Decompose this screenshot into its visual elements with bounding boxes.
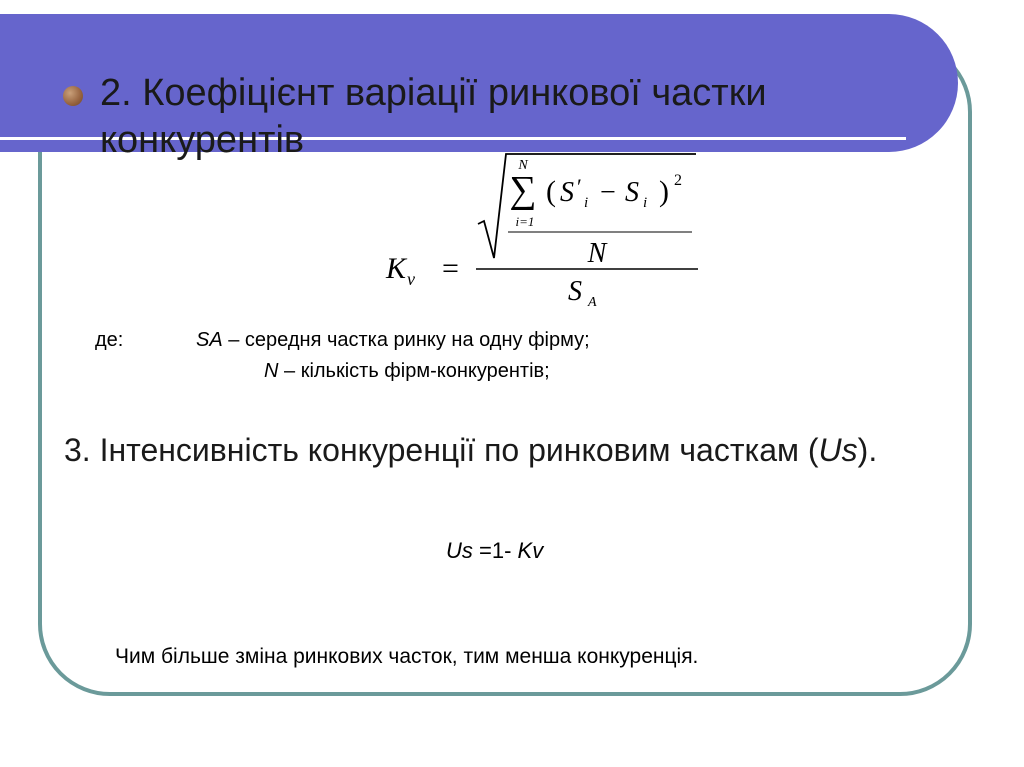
bullet-icon — [63, 86, 83, 106]
prime-mark: ′ — [577, 174, 582, 199]
section-3-heading-suffix: ). — [857, 432, 878, 468]
sigma-symbol: ∑ — [509, 169, 537, 211]
open-paren: ( — [546, 175, 556, 208]
section-3-us-symbol: Us — [818, 432, 858, 468]
outer-denominator-s: S — [568, 276, 582, 307]
n-description: – кількість фірм-конкурентів; — [278, 360, 550, 382]
power-two: 2 — [674, 172, 682, 189]
section-3-heading-text: 3. Інтенсивність конкуренції по ринковим часткам ( — [64, 432, 819, 468]
formula-k-subscript: v — [407, 269, 415, 289]
slide-title: 2. Коефіцієнт варіації ринкової частки конкурентів — [100, 72, 767, 161]
term-s: S — [625, 177, 639, 208]
sum-upper-limit: N — [518, 158, 528, 173]
minus-sign: − — [600, 177, 616, 208]
sum-lower-limit: i=1 — [515, 214, 535, 229]
us-formula-middle: =1- — [472, 538, 518, 563]
us-formula-rhs: Kv — [517, 538, 544, 563]
formula-equals: = — [442, 252, 459, 285]
definition-n — [264, 360, 550, 383]
term-s-prime-subscript: i — [584, 195, 589, 211]
sa-description: – середня частка ринку на одну фірму; — [222, 329, 590, 351]
inner-denominator-n: N — [587, 238, 607, 269]
close-paren: ) — [659, 175, 669, 208]
term-s-prime: S — [560, 177, 574, 208]
variation-coefficient-formula — [380, 148, 710, 313]
formula-k: K — [386, 252, 407, 285]
us-formula — [446, 538, 543, 564]
outer-denominator-subscript: A — [588, 295, 597, 310]
where-label: де: — [95, 329, 124, 351]
definition-sa — [196, 329, 590, 352]
us-formula-lhs: Us — [446, 538, 473, 563]
n-symbol: N — [264, 360, 279, 382]
sa-symbol: SA — [196, 329, 223, 351]
section-3-heading — [64, 427, 1016, 473]
conclusion-text: Чим більше зміна ринкових часток, тим менша конкуренція. — [115, 645, 699, 668]
term-s-subscript: i — [643, 195, 648, 211]
